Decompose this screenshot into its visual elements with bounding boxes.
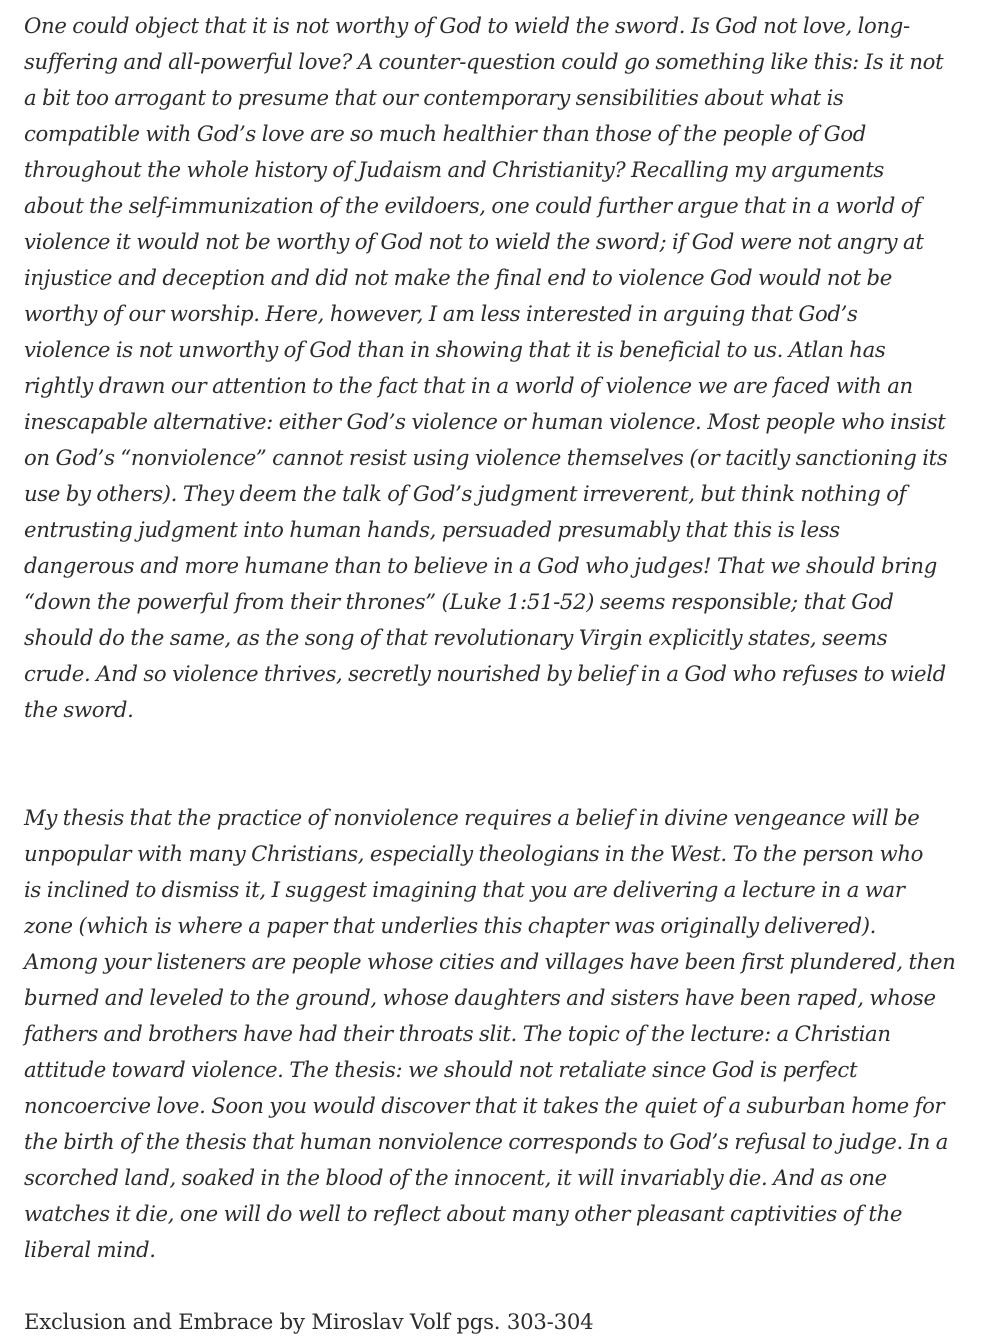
source-citation: Exclusion and Embrace by Miroslav Volf pgs. 303-304 — [24, 1309, 594, 1334]
quote-paragraph-1: One could object that it is not worthy of God to wield the sword. Is God not love, long- suffering and all-powerful love? A counter-question could go something like this: Is it not a bit too arrogant to presume that our contemporary sensibilities about what is compatible with God’s love are so much healthier than those of the people of God throughout the whole history of Judaism and Christianity? Recalling my arguments about the self-immunization of the evildoers, one could further argue that in a world of violence it would not be worthy of God not to wield the sword; if God were not angry at injustice and deception and did not make the final end to violence God would not be worthy of our worship. Here, however, I am less interested in arguing that God’s violence is not unworthy of God than in showing that it is beneficial to us. Atlan has rightly drawn our attention to the fact that in a world of violence we are faced with an inescapable alternative: either God’s violence or human violence. Most people who insist on God’s “nonviolence” cannot resist using violence themselves (or tacitly sanctioning its use by others). They deem the talk of God’s judgment irreverent, but think nothing of entrusting judgment into human hands, persuaded presumably that this is less dangerous and more humane than to believe in a God who judges! That we should bring “down the powerful from their thrones” (Luke 1:51-52) seems responsible; that God should do the same, as the song of that revolutionary Virgin explicitly states, seems crude. And so violence thrives, secretly nourished by belief in a God who refuses to wield the sword. — [24, 13, 948, 722]
document-body — [24, 8, 986, 1340]
quote-paragraph-2: My thesis that the practice of nonviolence requires a belief in divine vengeance will be unpopular with many Christians, especially theologians in the West. To the person who is inclined to dismiss it, I suggest imagining that you are delivering a lecture in a war zone (which is where a paper that underlies this chapter was originally delivered). Among your listeners are people whose cities and villages have been first plundered, then burned and leveled to the ground, whose daughters and sisters have been raped, whose fathers and brothers have had their throats slit. The topic of the lecture: a Christian attitude toward violence. The thesis: we should not retaliate since God is perfect noncoercive love. Soon you would discover that it takes the quiet of a suburban home for the birth of the thesis that human nonviolence corresponds to God’s refusal to judge. In a scorched land, soaked in the blood of the innocent, it will invariably die. And as one watches it die, one will do well to reflect about many other pleasant captivities of the liberal mind. — [24, 805, 956, 1262]
